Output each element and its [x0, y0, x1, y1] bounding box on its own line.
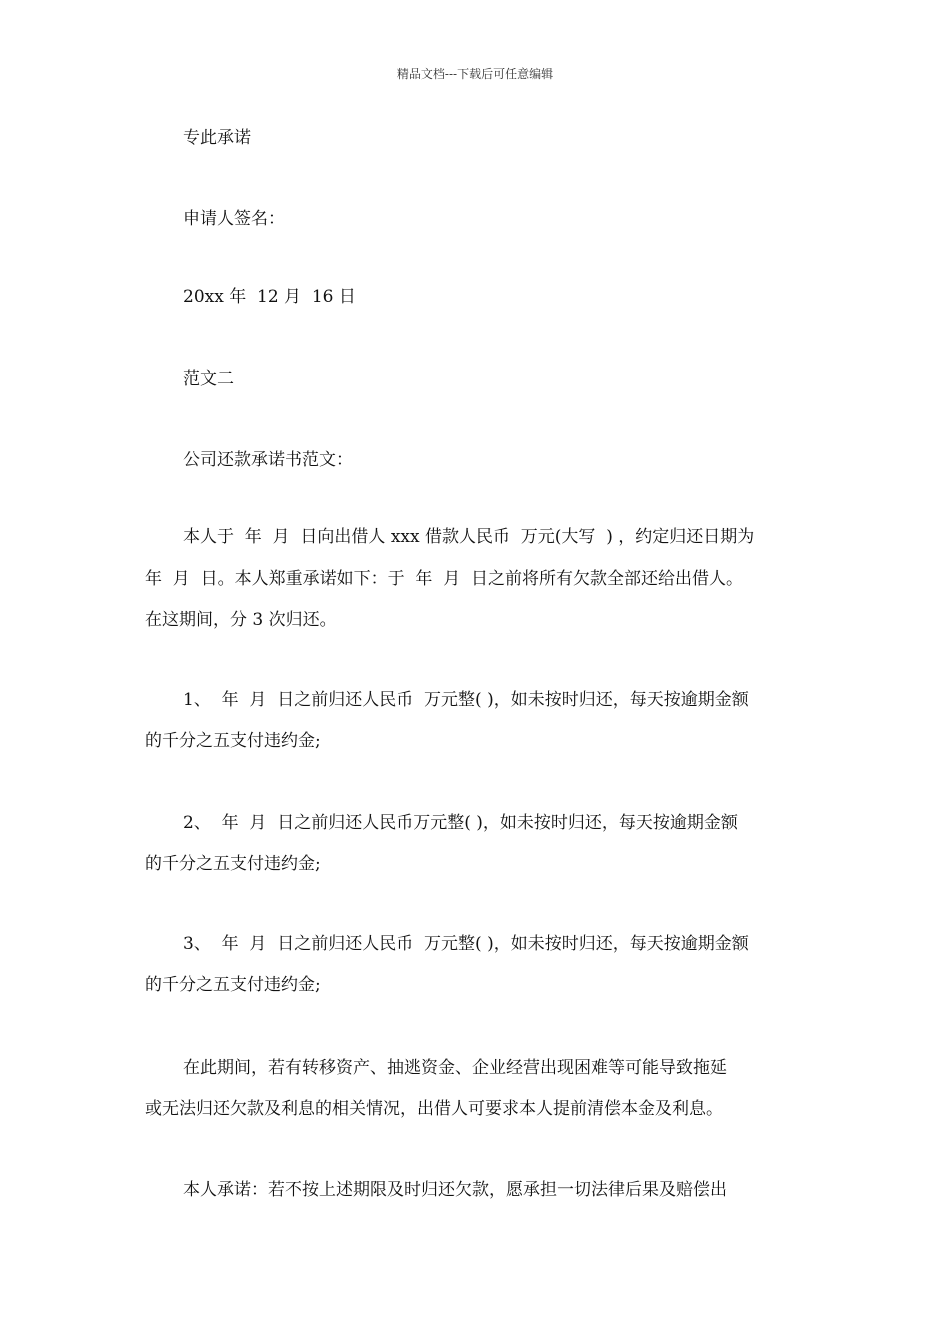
page-header: 精品文档---下载后可任意编辑 [396, 67, 554, 81]
closing-line: 专此承诺 [183, 128, 251, 148]
promise-paragraph-line-1: 本人承诺：若不按上述期限及时归还欠款，愿承担一切法律后果及赔偿出 [183, 1180, 727, 1200]
intro-paragraph-line-3: 在这期间，分 3 次归还。 [145, 610, 337, 630]
date-line: 20xx 年 12 月 16 日 [183, 287, 356, 307]
item-2-line-1: 2、 年 月 日之前归还人民币万元整( )，如未按时归还，每天按逾期金额 [183, 813, 738, 833]
sample-title: 范文二 [183, 369, 234, 389]
period-paragraph-line-2: 或无法归还欠款及利息的相关情况，出借人可要求本人提前清偿本金及利息。 [145, 1099, 723, 1119]
sample-subtitle: 公司还款承诺书范文： [183, 450, 353, 470]
item-1-line-1: 1、 年 月 日之前归还人民币 万元整( )，如未按时归还，每天按逾期金额 [183, 690, 749, 710]
item-3-line-1: 3、 年 月 日之前归还人民币 万元整( )，如未按时归还，每天按逾期金额 [183, 934, 749, 954]
signature-label: 申请人签名： [183, 209, 285, 229]
intro-paragraph-line-2: 年 月 日。本人郑重承诺如下：于 年 月 日之前将所有欠款全部还给出借人。 [145, 569, 744, 589]
intro-paragraph-line-1: 本人于 年 月 日向出借人 xxx 借款人民币 万元(大写 ) ，约定归还日期为 [183, 527, 755, 547]
item-3-line-2: 的千分之五支付违约金; [145, 975, 321, 995]
item-1-line-2: 的千分之五支付违约金; [145, 731, 321, 751]
period-paragraph-line-1: 在此期间，若有转移资产、抽逃资金、企业经营出现困难等可能导致拖延 [183, 1058, 727, 1078]
item-2-line-2: 的千分之五支付违约金; [145, 854, 321, 874]
